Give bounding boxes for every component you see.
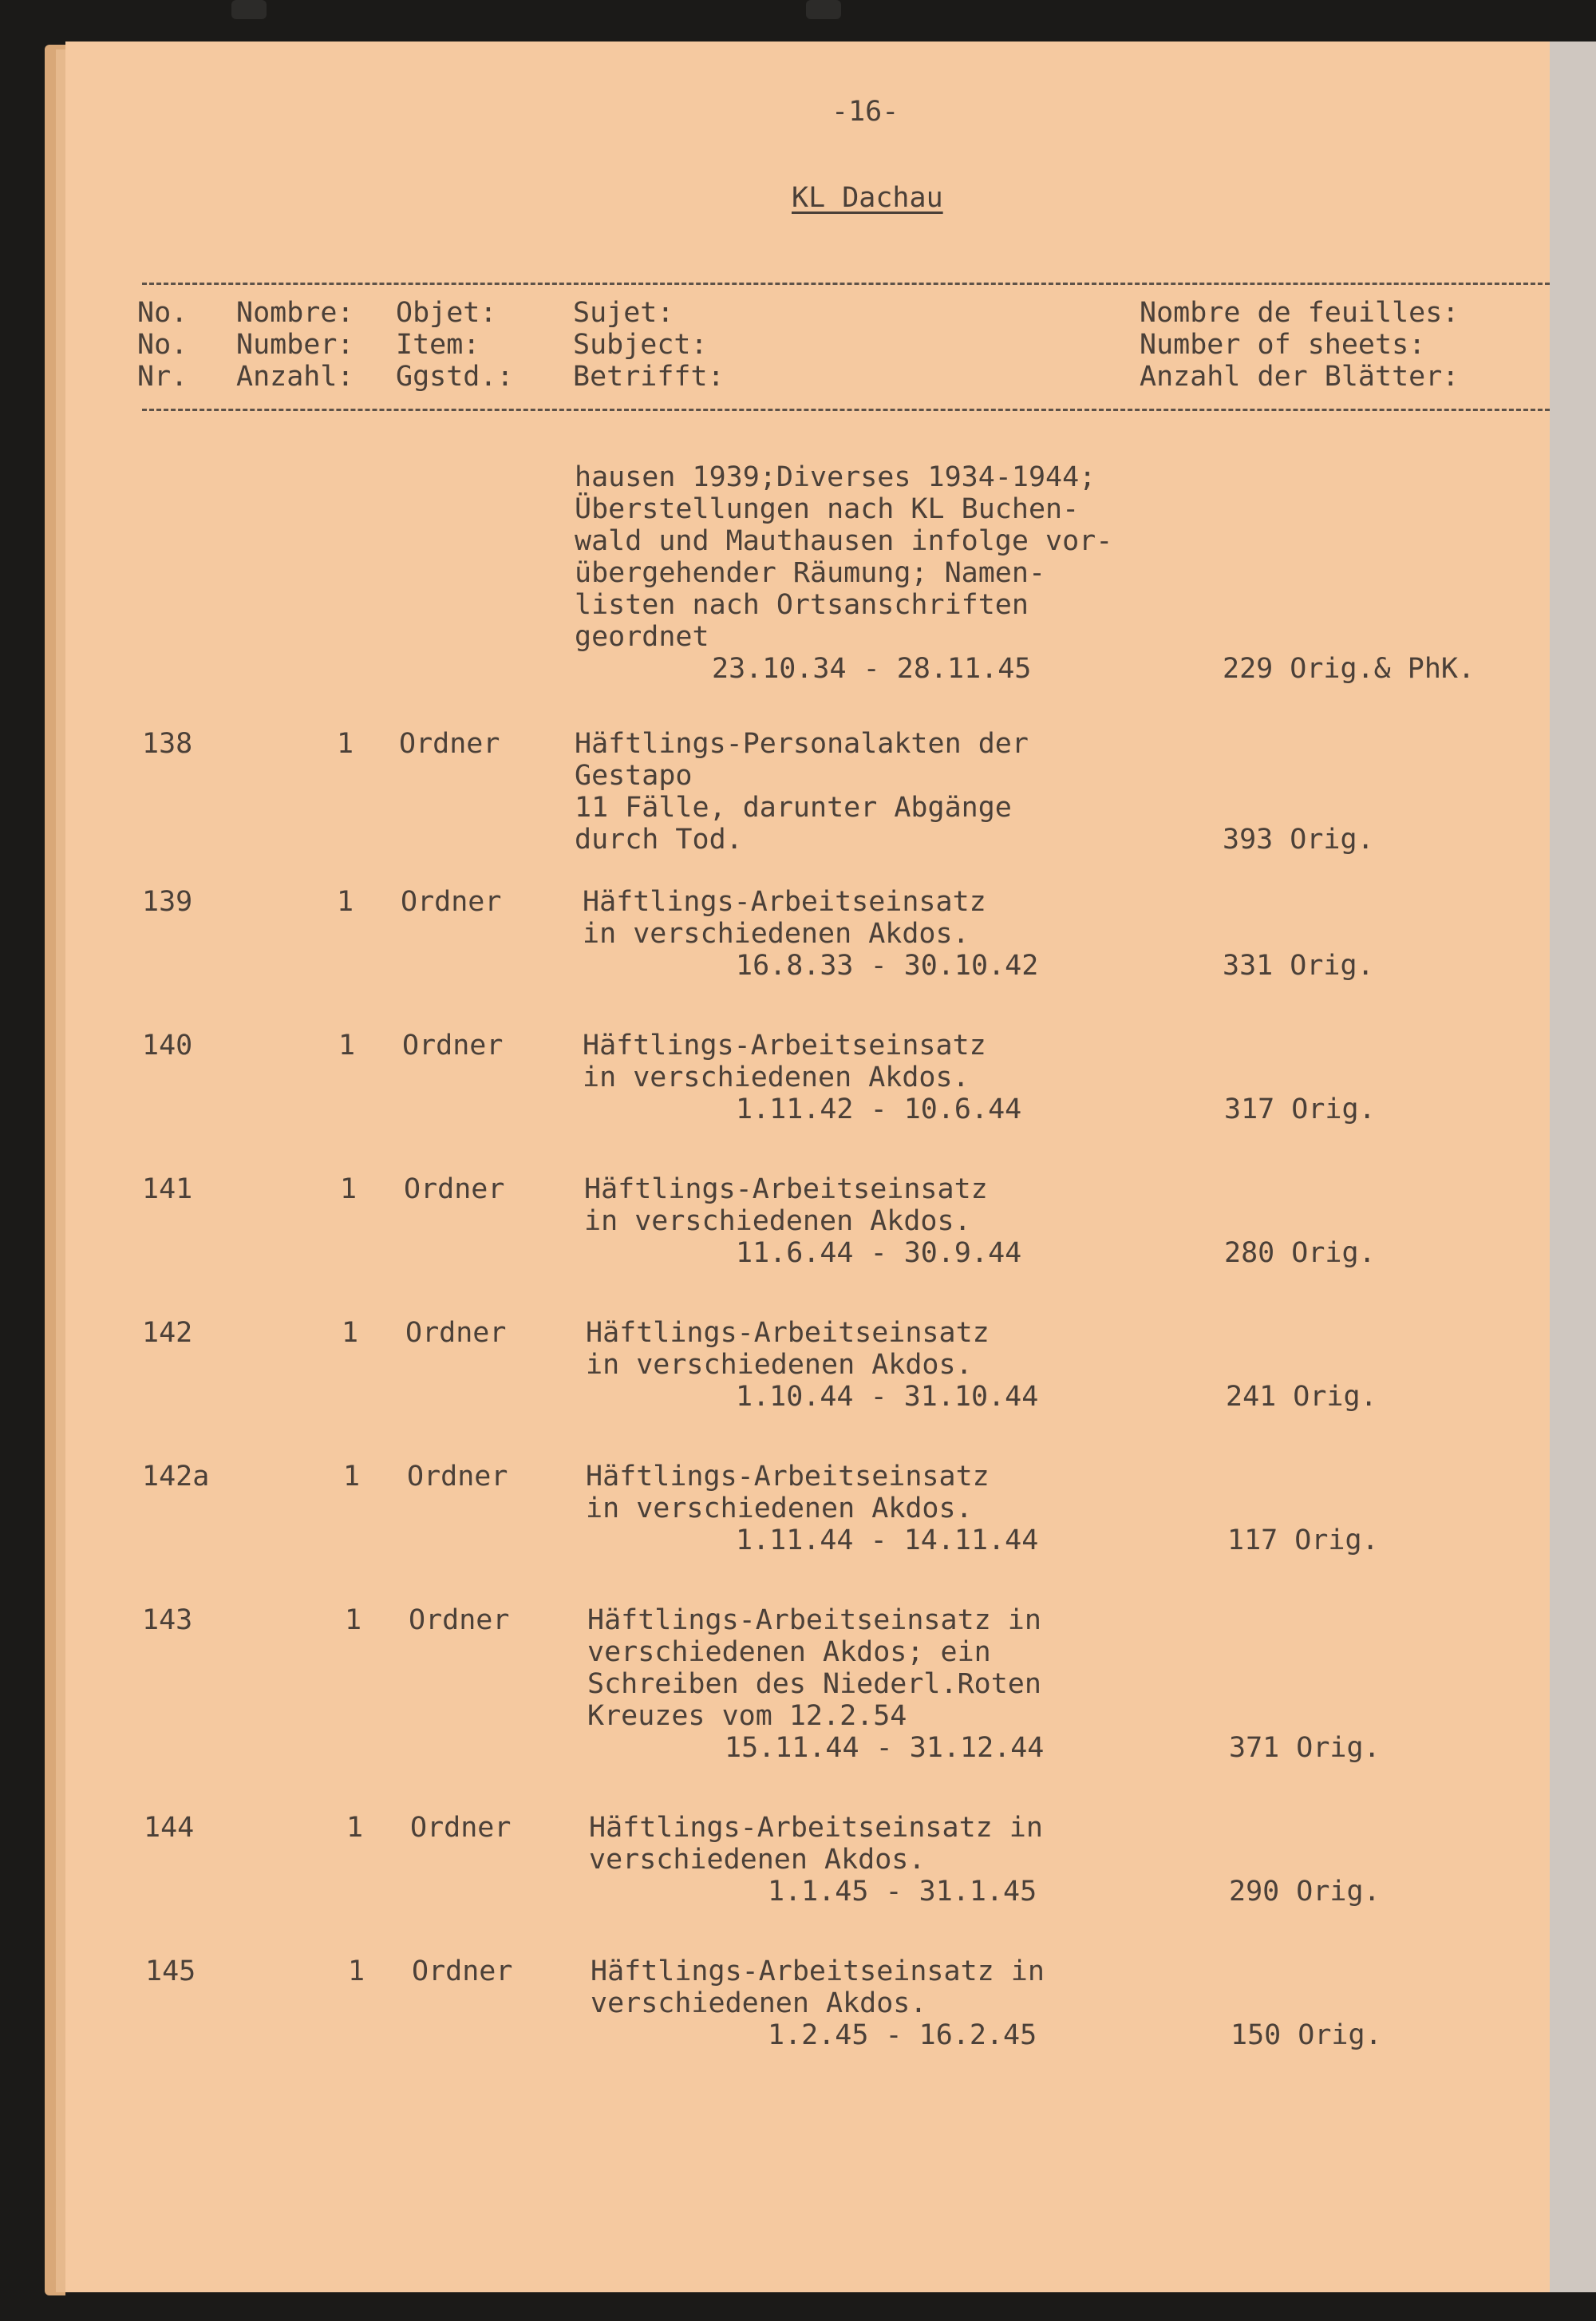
entry-subject-line: Häftlings-Arbeitseinsatz in	[591, 1955, 1045, 1987]
entry-subject-line: Häftlings-Arbeitseinsatz	[584, 1173, 988, 1205]
header-count-fr: Nombre:	[236, 297, 354, 329]
continuation-dates: 23.10.34 - 28.11.45	[712, 653, 1032, 685]
entry-count: 1	[342, 1317, 359, 1349]
header-subject-fr: Sujet:	[573, 297, 674, 329]
header-no-fr: No.	[137, 297, 188, 329]
entry-number: 144	[144, 1812, 195, 1844]
entry-dates: 1.11.42 - 10.6.44	[736, 1093, 1022, 1125]
entry-sheets: 150 Orig.	[1231, 2019, 1382, 2051]
entry-subject-line: Häftlings-Arbeitseinsatz	[586, 1461, 990, 1493]
entry-subject-line: Häftlings-Arbeitseinsatz in	[587, 1604, 1041, 1636]
entry-subject-line: in verschiedenen Akdos.	[584, 1205, 971, 1237]
entry-item: Ordner	[405, 1317, 507, 1349]
document-page	[65, 42, 1550, 2292]
entry-count: 1	[343, 1461, 361, 1493]
entry-count: 1	[340, 1173, 358, 1205]
entry-subject-line: Häftlings-Personalakten der	[575, 728, 1029, 760]
entry-dates: 1.10.44 - 31.10.44	[736, 1381, 1039, 1413]
header-count-en: Number:	[236, 329, 354, 361]
next-page-edge	[1550, 42, 1596, 2292]
entry-subject-line: Kreuzes vom 12.2.54	[587, 1700, 907, 1732]
entry-subject-line: Häftlings-Arbeitseinsatz	[583, 1030, 986, 1062]
header-no-en: No.	[137, 329, 188, 361]
entry-sheets: 290 Orig.	[1229, 1876, 1381, 1908]
entry-sheets: 117 Orig.	[1227, 1524, 1379, 1556]
entry-number: 145	[145, 1955, 196, 1987]
entry-subject-line: verschiedenen Akdos.	[591, 1987, 927, 2019]
entry-subject-line: verschiedenen Akdos; ein	[587, 1636, 991, 1668]
entry-sheets: 280 Orig.	[1224, 1237, 1376, 1269]
header-no-de: Nr.	[137, 361, 188, 393]
entry-sheets: 317 Orig.	[1224, 1093, 1376, 1125]
entry-number: 142a	[142, 1461, 210, 1493]
header-subject-en: Subject:	[573, 329, 708, 361]
entry-subject-line: in verschiedenen Akdos.	[583, 918, 970, 950]
entry-number: 138	[142, 728, 193, 760]
header-sheets-fr: Nombre de feuilles:	[1140, 297, 1460, 329]
continuation-line: Überstellungen nach KL Buchen-	[575, 493, 1080, 525]
header-sheets-de: Anzahl der Blätter:	[1140, 361, 1460, 393]
entry-subject-line: Gestapo	[575, 760, 693, 792]
entry-number: 139	[142, 886, 193, 918]
entry-sheets: 331 Orig.	[1223, 950, 1374, 982]
entry-sheets: 393 Orig.	[1223, 824, 1374, 856]
entry-number: 142	[142, 1317, 193, 1349]
entry-count: 1	[346, 1812, 364, 1844]
entry-subject-line: Häftlings-Arbeitseinsatz	[583, 886, 986, 918]
binder-clip-right	[806, 0, 841, 19]
entry-count: 1	[345, 1604, 362, 1636]
entry-subject-line: in verschiedenen Akdos.	[586, 1493, 973, 1524]
continuation-sheets: 229 Orig.& PhK.	[1223, 653, 1476, 685]
header-sheets-en: Number of sheets:	[1140, 329, 1426, 361]
entry-dates: 15.11.44 - 31.12.44	[725, 1732, 1045, 1764]
page-number: -16-	[832, 96, 899, 128]
entry-item: Ordner	[407, 1461, 508, 1493]
continuation-line: geordnet	[575, 621, 709, 653]
entry-number: 143	[142, 1604, 193, 1636]
entry-item: Ordner	[404, 1173, 505, 1205]
entry-sheets: 241 Orig.	[1226, 1381, 1377, 1413]
entry-count: 1	[348, 1955, 365, 1987]
entry-sheets: 371 Orig.	[1229, 1732, 1381, 1764]
entry-subject-line: Häftlings-Arbeitseinsatz	[586, 1317, 990, 1349]
binder-clip-left	[231, 0, 267, 19]
header-rule-top	[142, 283, 1550, 285]
entry-item: Ordner	[412, 1955, 513, 1987]
entry-item: Ordner	[401, 886, 502, 918]
entry-count: 1	[337, 886, 354, 918]
entry-count: 1	[338, 1030, 356, 1062]
continuation-line: hausen 1939;Diverses 1934-1944;	[575, 461, 1096, 493]
entry-dates: 11.6.44 - 30.9.44	[736, 1237, 1022, 1269]
continuation-line: wald und Mauthausen infolge vor-	[575, 525, 1113, 557]
entry-number: 141	[142, 1173, 193, 1205]
entry-item: Ordner	[409, 1604, 510, 1636]
entry-subject-line: Häftlings-Arbeitseinsatz in	[589, 1812, 1043, 1844]
header-item-fr: Objet:	[396, 297, 497, 329]
continuation-line: übergehender Räumung; Namen-	[575, 557, 1046, 589]
header-subject-de: Betrifft:	[573, 361, 725, 393]
entry-subject-line: in verschiedenen Akdos.	[586, 1349, 973, 1381]
header-item-de: Ggstd.:	[396, 361, 514, 393]
header-count-de: Anzahl:	[236, 361, 354, 393]
entry-subject-line: in verschiedenen Akdos.	[583, 1062, 970, 1093]
entry-item: Ordner	[410, 1812, 512, 1844]
header-rule-bottom	[142, 409, 1550, 411]
entry-number: 140	[142, 1030, 193, 1062]
entry-dates: 16.8.33 - 30.10.42	[736, 950, 1039, 982]
entry-dates: 1.11.44 - 14.11.44	[736, 1524, 1039, 1556]
header-item-en: Item:	[396, 329, 480, 361]
entry-subject-line: durch Tod.	[575, 824, 743, 856]
entry-subject-line: Schreiben des Niederl.Roten	[587, 1668, 1041, 1700]
entry-subject-line: verschiedenen Akdos.	[589, 1844, 926, 1876]
entry-dates: 1.1.45 - 31.1.45	[768, 1876, 1037, 1908]
entry-count: 1	[337, 728, 354, 760]
entry-item: Ordner	[399, 728, 500, 760]
entry-dates: 1.2.45 - 16.2.45	[768, 2019, 1037, 2051]
entry-item: Ordner	[402, 1030, 504, 1062]
section-title: KL Dachau	[792, 182, 943, 214]
entry-subject-line: 11 Fälle, darunter Abgänge	[575, 792, 1012, 824]
continuation-line: listen nach Ortsanschriften	[575, 589, 1029, 621]
